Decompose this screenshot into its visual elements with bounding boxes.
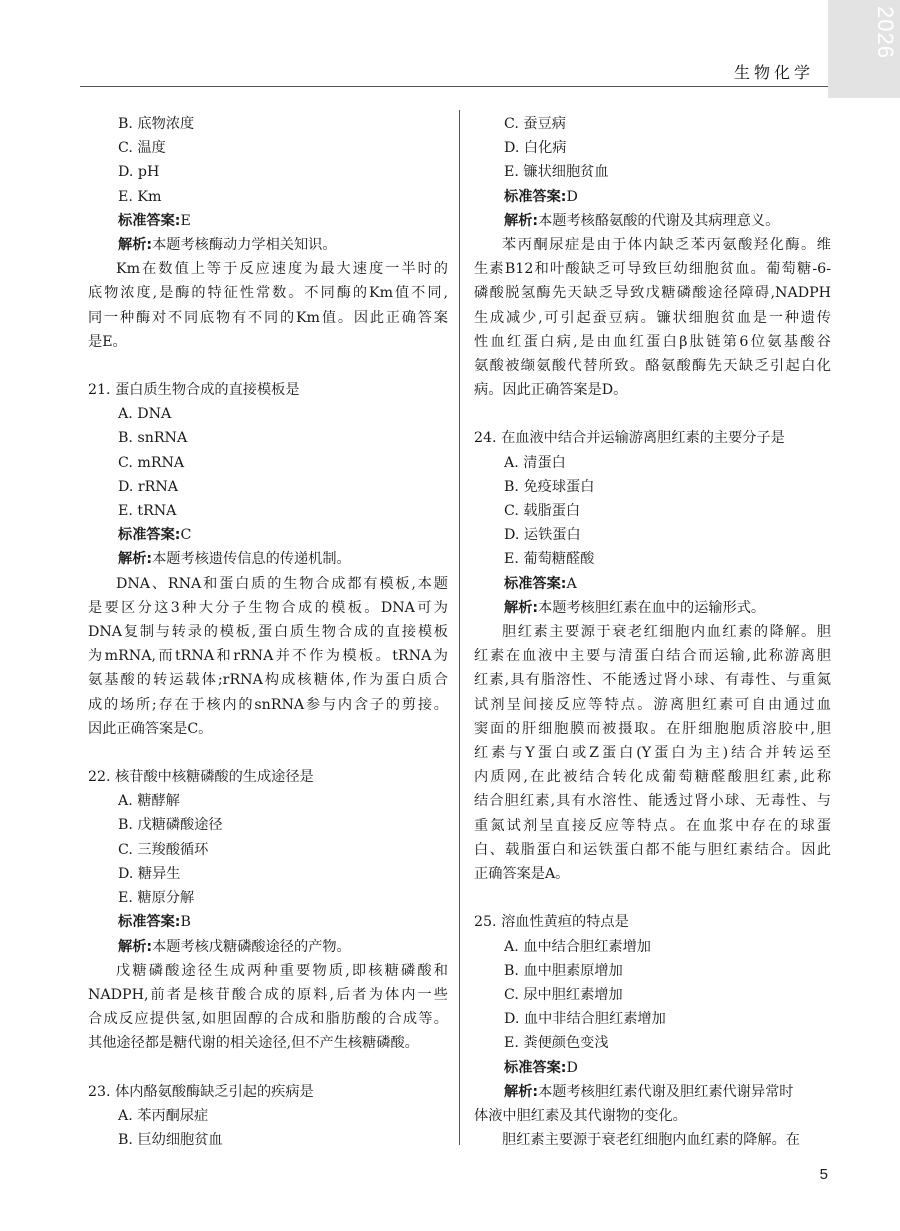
- paragraph-line: 红素与Y蛋白或Z蛋白(Y蛋白为主)结合并转运至: [474, 745, 831, 762]
- column-divider: [459, 110, 460, 1145]
- option-q20-b: B. 底物浓度: [118, 116, 195, 132]
- option-q23-b: B. 巨幼细胞贫血: [118, 1131, 223, 1148]
- explanation-q23: [474, 209, 831, 233]
- explanation-label: 解析:: [118, 237, 153, 254]
- answer-value: E: [180, 212, 191, 229]
- option-q20-e: E. Km: [118, 188, 162, 205]
- option-q21-c: C. mRNA: [118, 454, 185, 471]
- explanation-label: 解析:: [504, 599, 539, 616]
- paragraph-line: 底物浓度,是酶的特征性常数。不同酶的Km值不同,: [88, 285, 448, 302]
- answer-label: 标准答案:: [118, 527, 181, 544]
- paragraph-line: 重氮试剂呈直接反应等特点。在血浆中存在的球蛋: [474, 817, 831, 834]
- paragraph-line: 正确答案是A。: [474, 866, 570, 883]
- paragraph-line: 苯丙酮尿症是由于体内缺乏苯丙氨酸羟化酶。维: [502, 237, 831, 254]
- explanation-label: 解析:: [118, 551, 153, 568]
- answer-q20: [88, 209, 448, 233]
- option-q24-b: B. 免疫球蛋白: [504, 478, 595, 495]
- paragraph-line: 生素B12和叶酸缺乏可导致巨幼细胞贫血。葡萄糖-6-: [474, 261, 831, 278]
- paragraph-line: Km在数值上等于反应速度为最大速度一半时的: [116, 261, 448, 278]
- option-q25-a: A. 血中结合胆红素增加: [504, 938, 651, 955]
- question-24-title: 24. 在血液中结合并运输游离胆红素的主要分子是: [474, 430, 785, 447]
- question-25-title: 25. 溶血性黄疸的特点是: [474, 914, 629, 931]
- option-q23-a: A. 苯丙酮尿症: [118, 1107, 209, 1124]
- option-q23-d: D. 白化病: [504, 140, 567, 157]
- option-q22-d: D. 糖异生: [118, 865, 181, 882]
- paragraph-line: 氨酸被缬氨酸代替所致。酪氨酸酶先天缺乏引起白化: [474, 358, 831, 375]
- option-q25-d: D. 血中非结合胆红素增加: [504, 1011, 666, 1028]
- answer-label: 标准答案:: [504, 1059, 567, 1076]
- explanation-text: 本题考核遗传信息的传递机制。: [152, 551, 351, 568]
- answer-value: C: [180, 527, 192, 544]
- explanation-q24: [474, 596, 831, 620]
- paragraph-line: 氨基酸的转运载体;rRNA构成核糖体,作为蛋白质合: [88, 672, 448, 689]
- paragraph-line: 生成减少,可引起蚕豆病。镰状细胞贫血是一种遗传: [474, 309, 831, 326]
- paragraph-line: 红素,具有脂溶性、不能透过肾小球、有毒性、与重氮: [474, 672, 831, 689]
- paragraph-line: 红素在血液中主要与清蛋白结合而运输,此称游离胆: [474, 648, 831, 665]
- chapter-title: 生物化学: [733, 63, 814, 82]
- explanation-label: 解析:: [504, 1083, 539, 1100]
- answer-value: D: [566, 188, 578, 205]
- header-rule: [80, 86, 828, 87]
- paragraph-line: NADPH,前者是核苷酸合成的原料,后者为体内一些: [88, 986, 448, 1003]
- explanation-q22: [88, 935, 448, 959]
- answer-label: 标准答案:: [504, 575, 567, 592]
- answer-label: 标准答案:: [118, 212, 181, 229]
- option-q22-e: E. 糖原分解: [118, 890, 195, 907]
- option-q24-d: D. 运铁蛋白: [504, 527, 581, 544]
- explanation-paragraph-q24: [474, 620, 831, 886]
- question-22-title: 22. 核苷酸中核糖磷酸的生成途径是: [88, 769, 314, 786]
- paragraph-line: 是E。: [88, 333, 127, 350]
- page-number: 5: [819, 1166, 828, 1183]
- option-q21-b: B. snRNA: [118, 430, 188, 447]
- option-q24-e: E. 葡萄糖醛酸: [504, 551, 595, 568]
- option-q23-e: E. 镰状细胞贫血: [504, 164, 609, 181]
- year-label: 2026: [873, 6, 898, 59]
- option-q22-b: B. 戊糖磷酸途径: [118, 817, 223, 834]
- explanation-text: 本题考核戊糖磷酸途径的产物。: [152, 938, 351, 955]
- explanation-text: 本题考核胆红素在血中的运输形式。: [538, 599, 766, 616]
- option-q25-b: B. 血中胆素原增加: [504, 962, 623, 979]
- answer-q22: [88, 910, 448, 934]
- option-q21-e: E. tRNA: [118, 503, 177, 520]
- option-q24-a: A. 清蛋白: [504, 454, 566, 471]
- paragraph-line: 因此正确答案是C。: [88, 720, 213, 737]
- option-q21-a: A. DNA: [118, 406, 172, 423]
- paragraph-line: 白、载脂蛋白和运铁蛋白都不能与胆红素结合。因此: [474, 841, 831, 858]
- option-q24-c: C. 载脂蛋白: [504, 503, 581, 520]
- explanation-paragraph-q23: [474, 233, 831, 402]
- explanation-paragraph-q25: [474, 1128, 831, 1152]
- explanation-continuation-q25: 体液中胆红素及其代谢物的变化。: [474, 1107, 687, 1124]
- question-23-title: 23. 体内酪氨酸酶缺乏引起的疾病是: [88, 1083, 314, 1100]
- paragraph-line: 为mRNA,而tRNA和rRNA并不作为模板。tRNA为: [88, 648, 448, 665]
- paragraph-line: 性血红蛋白病,是由血红蛋白β肽链第6位氨基酸谷: [474, 333, 831, 350]
- explanation-label: 解析:: [504, 212, 539, 229]
- paragraph-line: 病。因此正确答案是D。: [474, 382, 628, 399]
- paragraph-line: 其他途径都是糖代谢的相关途径,但不产生核糖磷酸。: [88, 1035, 419, 1052]
- paragraph-line: 结合胆红素,具有水溶性、能透过肾小球、无毒性、与: [474, 793, 831, 810]
- paragraph-line: 成的场所;存在于核内的snRNA参与内含子的剪接。: [88, 696, 448, 713]
- paragraph-line: 胆红素主要源于衰老红细胞内血红素的降解。胆: [502, 624, 831, 641]
- answer-q25: [474, 1056, 831, 1080]
- right-column: [474, 112, 831, 1152]
- paragraph-line: 磷酸脱氢酶先天缺乏导致戊糖磷酸途径障碍,NADPH: [474, 285, 831, 302]
- paragraph-line: 内质网,在此被结合转化成葡萄糖醛酸胆红素,此称: [474, 769, 831, 786]
- answer-label: 标准答案:: [118, 914, 181, 931]
- paragraph-line: 试剂呈间接反应等特点。游离胆红素可自由通过血: [474, 696, 831, 713]
- option-q20-c: C. 温度: [118, 140, 166, 157]
- explanation-paragraph-q21: [88, 572, 448, 741]
- question-21-title: 21. 蛋白质生物合成的直接模板是: [88, 382, 300, 399]
- paragraph-line: 同一种酶对不同底物有不同的Km值。因此正确答案: [88, 309, 448, 326]
- option-q23-c: C. 蚕豆病: [504, 116, 566, 132]
- explanation-text: 本题考核酶动力学相关知识。: [152, 237, 337, 254]
- explanation-q25: [474, 1080, 831, 1104]
- answer-q23: [474, 185, 831, 209]
- option-q20-d: D. pH: [118, 164, 160, 181]
- option-q25-c: C. 尿中胆红素增加: [504, 986, 623, 1003]
- paragraph-line: 合成反应提供氢,如胆固醇的合成和脂肪酸的合成等。: [88, 1011, 448, 1028]
- explanation-paragraph-q22: [88, 959, 448, 1056]
- left-column: [88, 112, 448, 1152]
- explanation-q20: [88, 233, 448, 257]
- answer-q21: [88, 523, 448, 547]
- paragraph-line: 胆红素主要源于衰老红细胞内血红素的降解。在: [502, 1132, 800, 1149]
- explanation-label: 解析:: [118, 938, 153, 955]
- answer-value: D: [566, 1059, 578, 1076]
- explanation-text: 本题考核胆红素代谢及胆红素代谢异常时: [538, 1083, 794, 1100]
- answer-label: 标准答案:: [504, 188, 567, 205]
- explanation-paragraph-q20: [88, 257, 448, 354]
- option-q25-e: E. 粪便颜色变浅: [504, 1035, 609, 1052]
- explanation-q21: [88, 547, 448, 571]
- answer-value: B: [180, 914, 191, 931]
- option-q22-c: C. 三羧酸循环: [118, 841, 209, 858]
- year-tab: [828, 0, 900, 98]
- paragraph-line: DNA、RNA和蛋白质的生物合成都有模板,本题: [116, 575, 448, 592]
- answer-value: A: [566, 575, 577, 592]
- paragraph-line: 戊糖磷酸途径生成两种重要物质,即核糖磷酸和: [116, 962, 448, 979]
- paragraph-line: 窦面的肝细胞膜而被摄取。在肝细胞胞质溶胶中,胆: [474, 720, 831, 737]
- explanation-text: 本题考核酪氨酸的代谢及其病理意义。: [538, 212, 780, 229]
- paragraph-line: DNA复制与转录的模板,蛋白质生物合成的直接模板: [88, 624, 448, 641]
- answer-q24: [474, 572, 831, 596]
- paragraph-line: 是要区分这3种大分子生物合成的模板。DNA可为: [88, 599, 448, 616]
- option-q22-a: A. 糖酵解: [118, 793, 180, 810]
- option-q21-d: D. rRNA: [118, 478, 179, 495]
